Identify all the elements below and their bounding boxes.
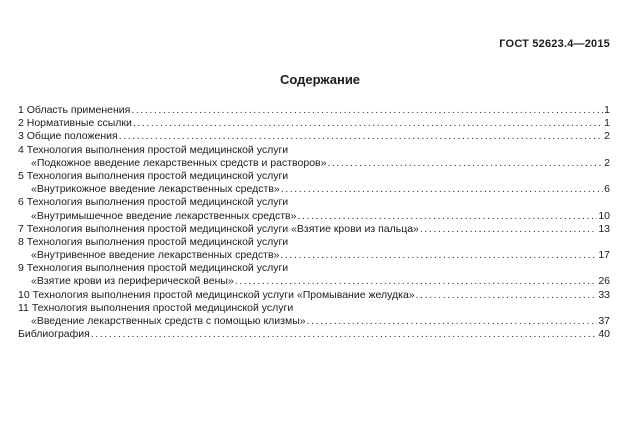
toc-page-number: 37 <box>598 315 610 327</box>
toc-entry <box>18 144 610 157</box>
toc-entry-text: 4 Технология выполнения простой медицинской услуги <box>18 143 289 156</box>
toc-entry-text: «Внутримышечное введение лекарственных средств» <box>31 209 297 222</box>
toc-entry <box>18 223 610 236</box>
toc-page-number: 2 <box>604 156 610 169</box>
toc-leader-dots <box>133 117 603 130</box>
toc-entry <box>18 130 610 143</box>
toc-entry-text: 9 Технология выполнения простой медицинской услуги <box>18 262 289 275</box>
toc-entry-text: 5 Технология выполнения простой медицинской услуги <box>18 169 289 182</box>
toc-title: Содержание <box>279 72 361 87</box>
toc-entry <box>18 236 610 249</box>
toc-entry <box>18 104 610 117</box>
toc-page-number: 40 <box>598 328 610 341</box>
toc-leader-dots <box>281 183 603 196</box>
toc-entry <box>18 170 610 183</box>
toc-entry <box>18 275 610 288</box>
toc-page-number: 2 <box>604 130 610 143</box>
toc-entry <box>18 262 610 275</box>
toc-leader-dots <box>420 223 597 236</box>
toc-entry-text: 10 Технология выполнения простой медицинской услуги «Промывание желудка» <box>18 288 415 301</box>
toc-page-number: 26 <box>598 275 610 288</box>
table-of-contents <box>18 104 610 341</box>
toc-entry <box>18 117 610 130</box>
toc-leader-dots <box>297 210 597 223</box>
toc-entry <box>18 210 610 223</box>
toc-entry-text: 6 Технология выполнения простой медицинской услуги <box>18 196 289 209</box>
toc-leader-dots <box>307 315 598 328</box>
toc-entry <box>18 183 610 196</box>
toc-entry-text: «Подкожное введение лекарственных средств и растворов» <box>31 156 327 169</box>
toc-page-number: 10 <box>598 209 610 222</box>
toc-entry <box>18 328 610 341</box>
toc-entry <box>18 249 610 262</box>
toc-entry-text: Библиография <box>18 328 90 341</box>
toc-page-number: 33 <box>598 288 610 301</box>
toc-leader-dots <box>91 328 597 341</box>
toc-page-number: 6 <box>604 183 610 196</box>
toc-page-number: 1 <box>604 117 610 130</box>
toc-entry-text: «Взятие крови из периферической вены» <box>31 275 234 288</box>
toc-entry <box>18 196 610 209</box>
toc-entry <box>18 302 610 315</box>
toc-entry-text: «Введение лекарственных средств с помощью клизмы» <box>31 315 306 327</box>
toc-leader-dots <box>280 249 597 262</box>
toc-page-number: 1 <box>604 104 610 116</box>
toc-entry-text: 11 Технология выполнения простой медицинской услуги <box>18 301 294 314</box>
toc-entry-text: «Внутрикожное введение лекарственных средств» <box>31 183 280 196</box>
toc-entry-text: 3 Общие положения <box>18 130 118 143</box>
toc-leader-dots <box>119 130 603 143</box>
toc-page-number: 17 <box>598 249 610 262</box>
toc-leader-dots <box>416 289 598 302</box>
toc-entry-text: «Внутривенное введение лекарственных средств» <box>31 249 280 262</box>
toc-entry-text: 7 Технология выполнения простой медицинской услуги «Взятие крови из пальца» <box>18 222 419 235</box>
toc-leader-dots <box>235 275 598 288</box>
toc-entry-text: 8 Технология выполнения простой медицинской услуги <box>18 235 289 248</box>
toc-leader-dots <box>131 104 603 117</box>
document-code: ГОСТ 52623.4—2015 <box>499 38 610 50</box>
toc-page-number: 13 <box>598 222 610 235</box>
toc-entry-text: 1 Область применения <box>18 104 131 116</box>
toc-entry <box>18 289 610 302</box>
toc-leader-dots <box>327 157 603 170</box>
toc-entry <box>18 157 610 170</box>
toc-entry-text: 2 Нормативные ссылки <box>18 117 132 130</box>
toc-entry <box>18 315 610 328</box>
